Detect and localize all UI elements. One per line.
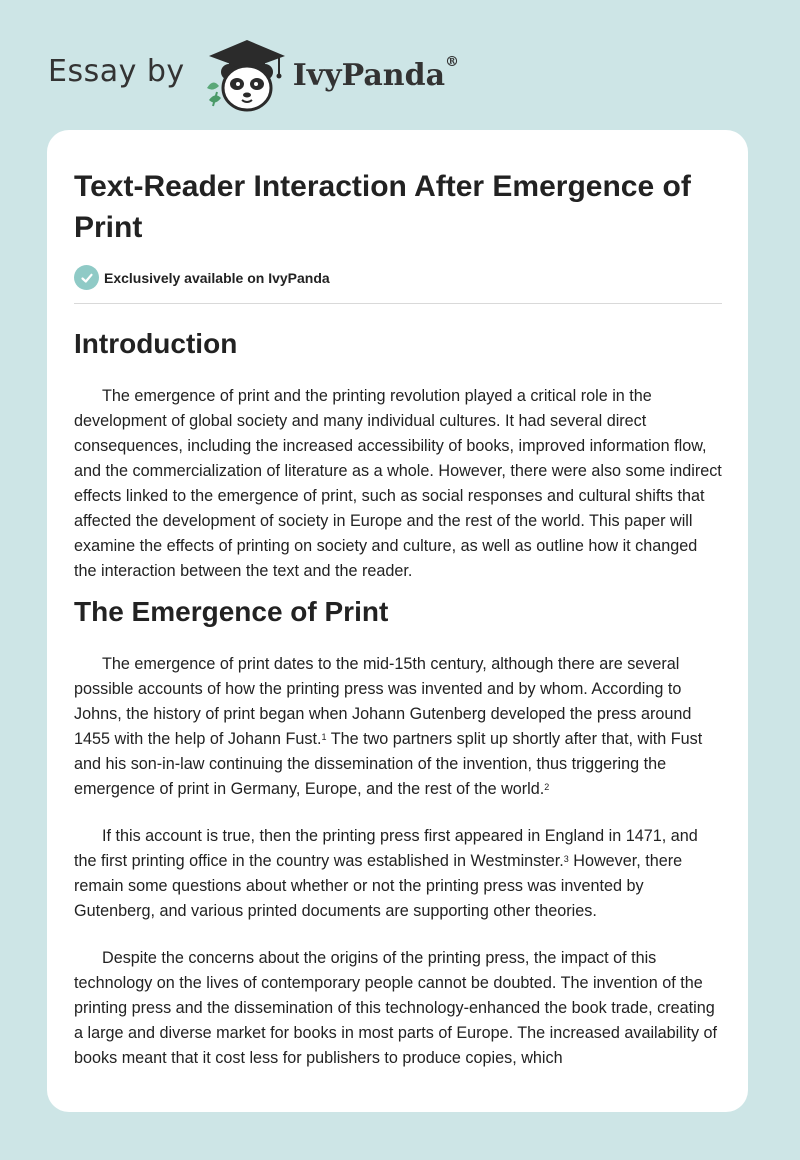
emergence-paragraph-2 [74,824,722,924]
emergence-paragraph-3: Despite the concerns about the origins of the printing press, the impact of this technology on the lives of contemporary people cannot be doubted. The invention of the printing press and the dissemination of this technology-enhanced the book trade, creating a large and diverse market for books in most parts of Europe. The increased availability of books meant that it cost less for publishers to produce copies, which [74,949,718,1067]
brand-text: IvyPanda [292,57,446,93]
emergence-p1-text-b: The two partners split up shortly after that, with Fust and his son-in-law continuing the dissemination of the invention, thus triggering the emergence of print in Germany, Europe, and the rest of the world. [74,730,703,798]
emergence-paragraph-1 [74,652,722,802]
site-header [48,34,459,114]
check-icon [74,265,99,290]
exclusive-badge-text: Exclusively available on IvyPanda [104,269,330,286]
emergence-p2-text-a: If this account is true, then the printing press first appeared in England in 1471, and the first printing office in the country was established in Westminster. [74,827,698,870]
article-content [74,130,722,1071]
brand-name [292,53,460,93]
footnote-ref-1[interactable]: 1 [321,732,327,742]
footnote-ref-3[interactable]: 3 [563,854,569,864]
footnote-ref-2[interactable]: 2 [544,782,550,792]
article-card [47,130,748,1112]
registered-mark: ® [445,53,460,70]
article-title: Text-Reader Interaction After Emergence of Print [74,170,691,244]
section-heading-introduction: Introduction [74,328,238,359]
section-heading-emergence: The Emergence of Print [74,596,389,627]
ivypanda-logo-icon[interactable] [199,34,289,114]
intro-paragraph: The emergence of print and the printing revolution played a critical role in the development of global society and many individual cultures. It had several direct consequences, including the increased accessibility of books, improved information flow, and the commercialization of literature as a whole. However, there were also some indirect effects linked to the emergence of print, such as social responses and cultural shifts that affected the development of society in Europe and the rest of the world. This paper will examine the effects of printing on society and culture, as well as outline how it changed the interaction between the text and the reader. [74,387,722,580]
emergence-p2-text-b: However, there remain some questions about whether or not the printing press was invented by Gutenberg, and various printed documents are supporting other theories. [74,852,683,920]
emergence-p1-text-a: The emergence of print dates to the mid-15th century, although there are several possible accounts of how the printing press was invented and by whom. According to Johns, the history of print began when Johann Gutenberg developed the press around 1455 with the help of Johann Fust. [74,655,692,748]
essay-by-label: Essay by [48,53,185,89]
exclusive-badge [74,265,722,304]
